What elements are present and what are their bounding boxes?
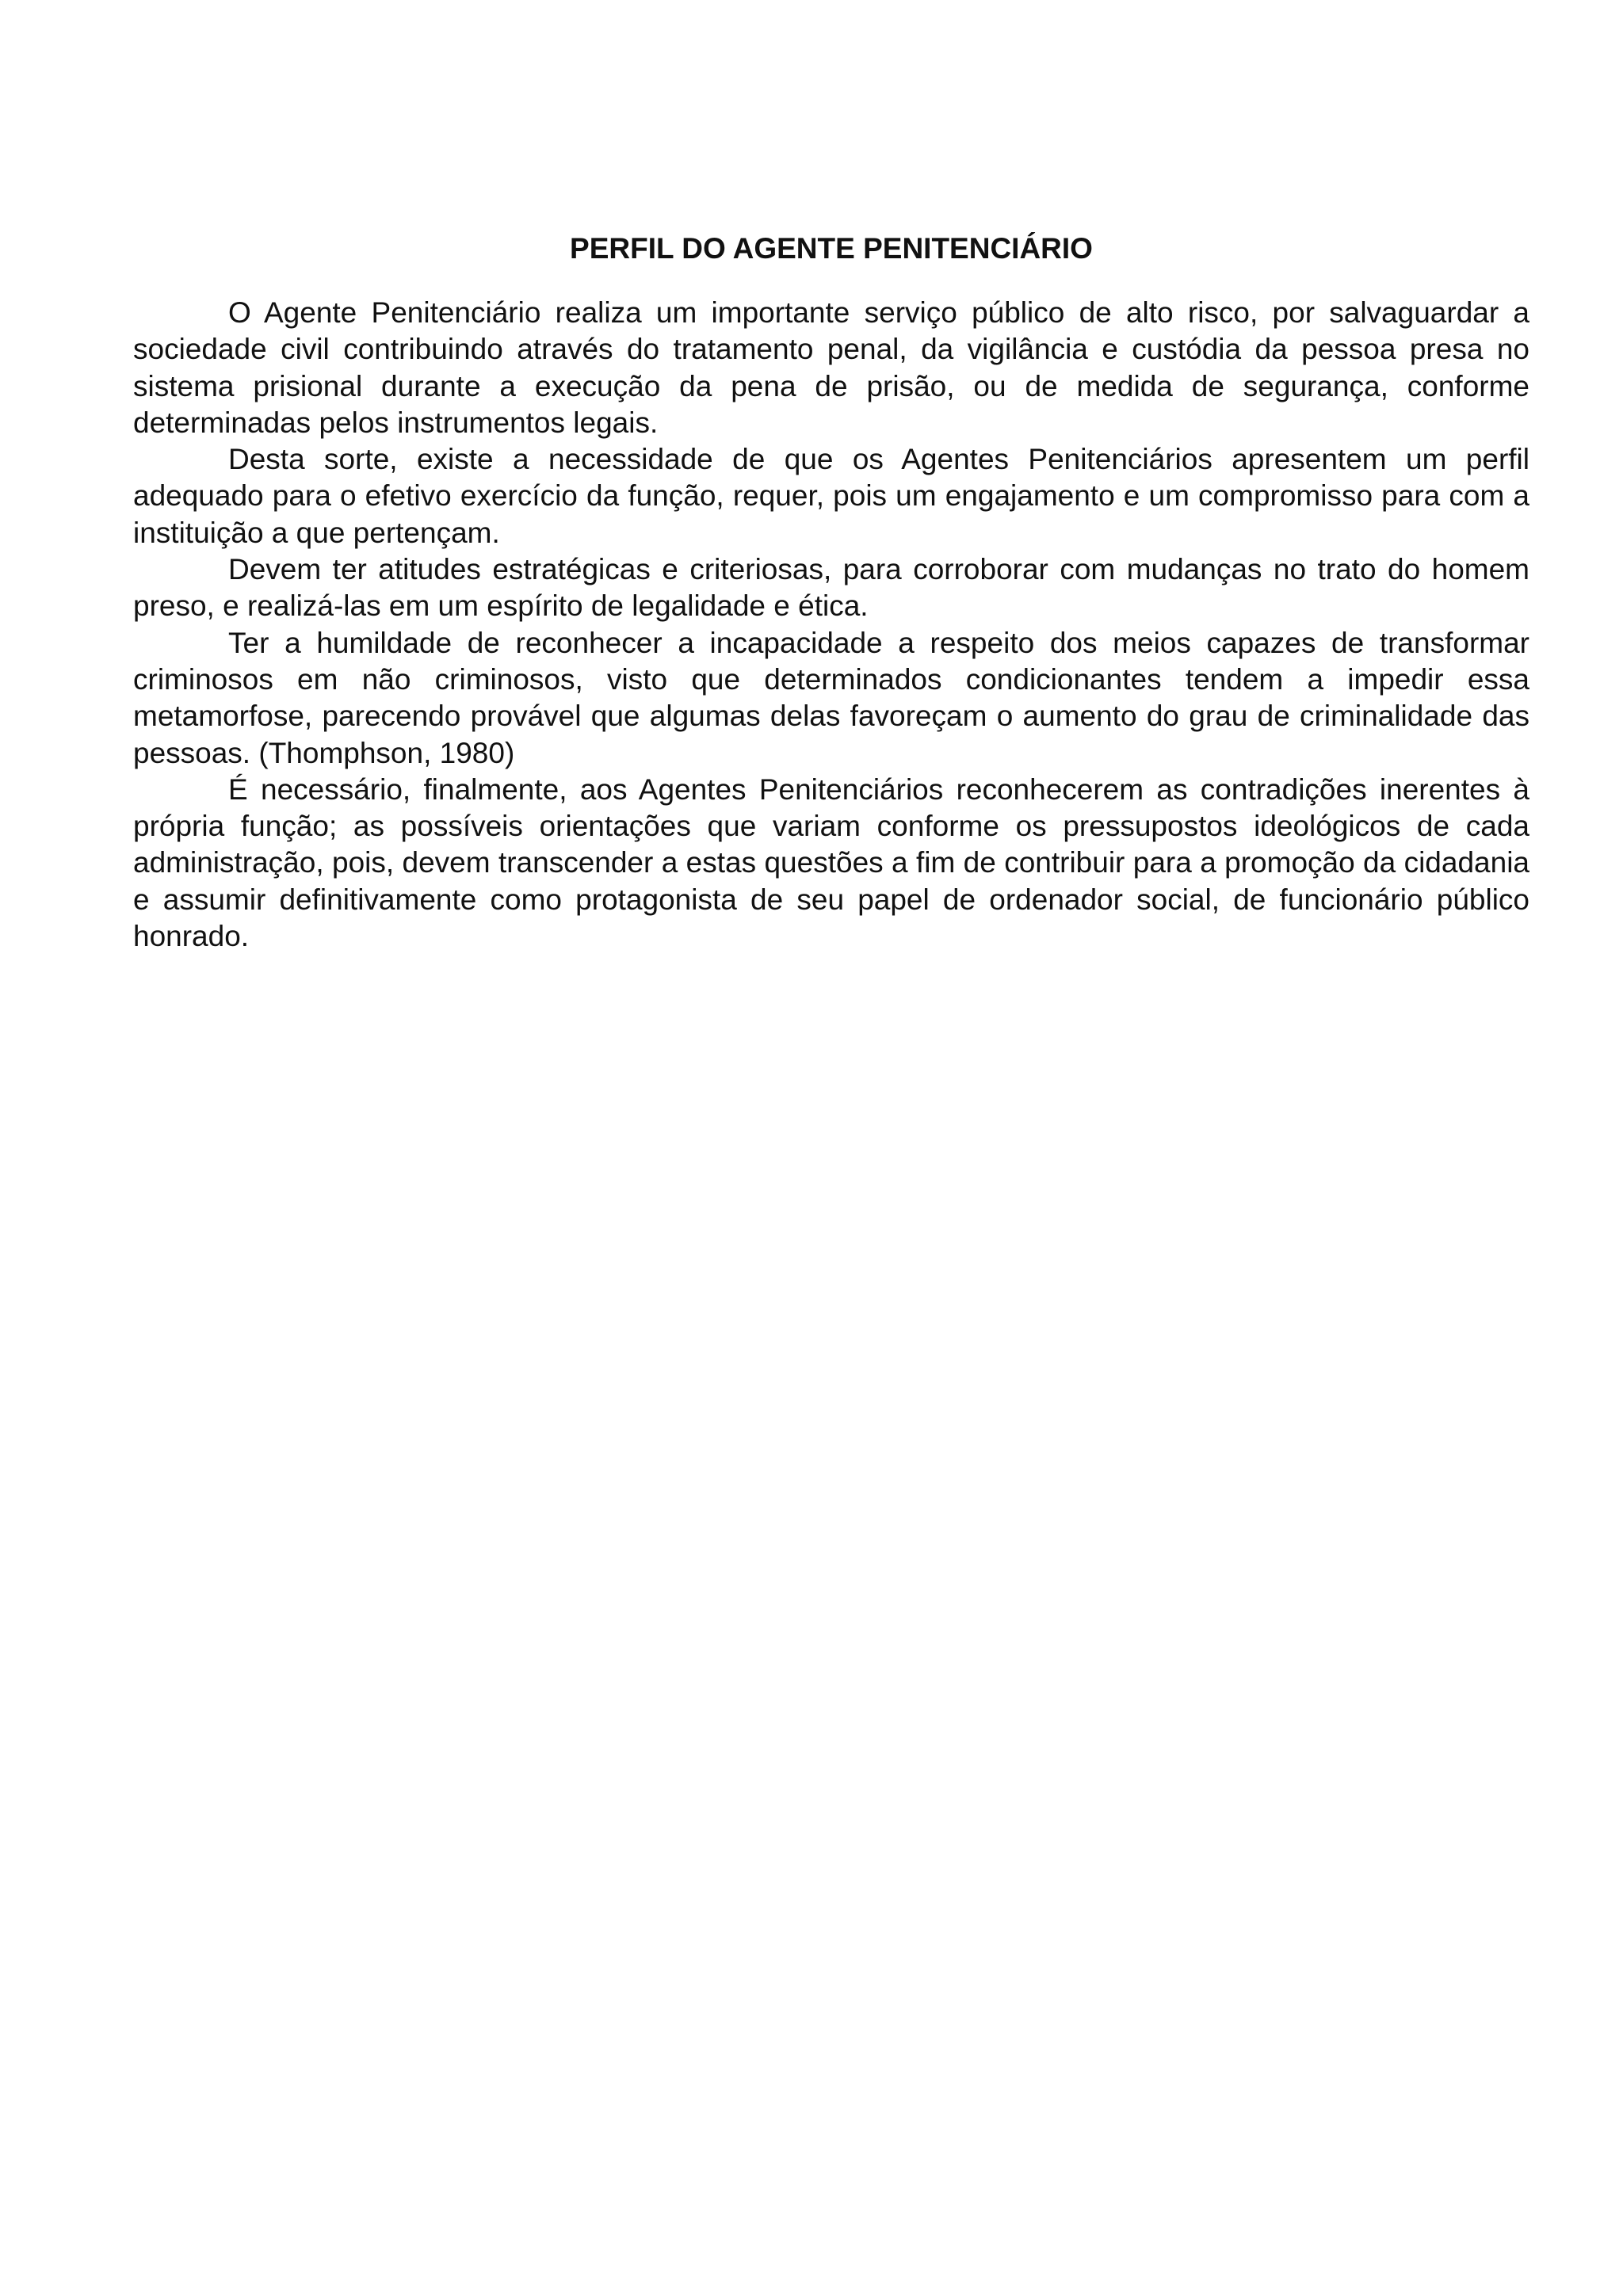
paragraph-3: Devem ter atitudes estratégicas e criteriosas, para corroborar com mudanças no trato do homem preso, e realizá-las em um espírito de legalidade e ética. <box>133 553 1529 623</box>
paragraph-2: Desta sorte, existe a necessidade de que os Agentes Penitenciários apresentem um perfil adequado para o efetivo exercício da função, requer, pois um engajamento e um compromisso para com a instituição a que pertençam. <box>133 443 1529 549</box>
paragraph-1: O Agente Penitenciário realiza um importante serviço público de alto risco, por salvaguardar a sociedade civil contribuindo através do tratamento penal, da vigilância e custódia da pessoa presa no sistema prisional durante a execução da pena de prisão, ou de medida de segurança, conforme determinadas pelos instrumentos legais. <box>133 296 1529 439</box>
paragraph-4: Ter a humildade de reconhecer a incapacidade a respeito dos meios capazes de transformar criminosos em não criminosos, visto que determinados condicionantes tendem a impedir essa metamorfose, parecendo provável que algumas delas favoreçam o aumento do grau de criminalidade das pessoas. (Thomphson, 1980) <box>133 626 1529 769</box>
document-title: PERFIL DO AGENTE PENITENCIÁRIO <box>570 232 1093 265</box>
paragraph-5: É necessário, finalmente, aos Agentes Penitenciários reconhecerem as contradições inerentes à própria função; as possíveis orientações que variam conforme os pressupostos ideológicos de cada administração, pois, devem transcender a estas questões a fim de contribuir para a promoção da cidadania e assumir definitivamente como protagonista de seu papel de ordenador social, de funcionário público honrado. <box>133 772 1529 953</box>
document-body <box>133 227 1529 955</box>
